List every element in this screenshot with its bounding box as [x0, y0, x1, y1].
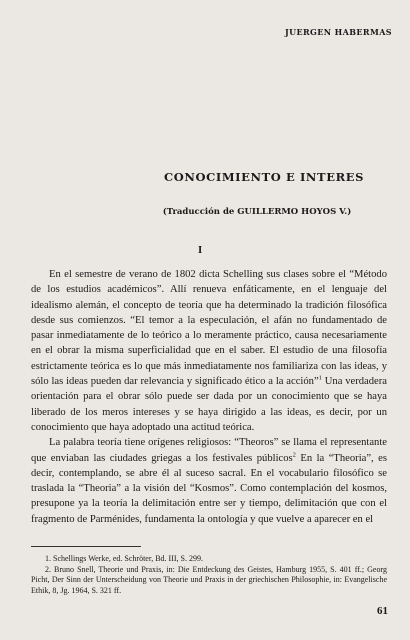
body-text [31, 267, 387, 527]
footnote-2: 2. Bruno Snell, Theorie und Praxis, in: Die Entdeckung des Geistes, Hamburg 1955, S. 401 ff.; Georg Picht, Der Sinn der Unterscheidung von Theorie und Praxis in der griechischen Philosophie, in: Evangelische Ethik, 8, Jg. 1964, S. 321 ff. [31, 564, 387, 595]
paragraph-1-tail-text: Una verdadera orientación para el obrar sólo puede ser dada por un conocimiento que se haya liberado de los meros intereses y se haya dirigido a las ideas, es decir, por un conocimiento que haya adoptado una actitud teórica. [31, 376, 387, 433]
section-number: I [198, 246, 203, 256]
paragraph-2 [31, 435, 387, 527]
footnote-ref-2: 2 [292, 451, 296, 459]
paragraph-1 [31, 267, 387, 435]
footnotes [31, 554, 387, 596]
footnote-ref-1: 1 [318, 374, 322, 382]
article-title: CONOCIMIENTO E INTERES [163, 170, 364, 184]
paragraph-2-mid: En la “Theoria”, es decir, contemplando, se abre él al suceso sacral. [31, 452, 387, 479]
page-number: 61 [377, 605, 388, 617]
footnote-rule [31, 546, 141, 547]
paragraph-2-text: La palabra teoría tiene orígenes religiosos: “Theoros” se llama el representante que enviaban las ciudades griegas a los festivales públicos [31, 437, 387, 464]
running-head: JUERGEN HABERMAS [284, 27, 392, 37]
translation-credit: (Traducción de GUILLERMO HOYOS V.) [162, 207, 352, 217]
paragraph-2-end: En el vocabulario filosófico se traslada la “Theoria” a la visión del “Kosmos”. Como contemplación del kosmos, presupone ya la teoría la delimitación entre ser y tiempo, delimitación que con el fragmento de Parménides, fundamenta la ontología y que vuelve a aparecer en el [31, 467, 387, 525]
footnote-1: 1. Schellings Werke, ed. Schröter, Bd. III, S. 299. [45, 554, 203, 563]
paragraph-1-text: En el semestre de verano de 1802 dicta Schelling sus clases sobre el “Método de los estudios académicos”. Allí renueva enfáticamente, en el lenguaje del idealismo alemán, el concepto de teoría que ha determinado la tradición filosófica desde sus comienzos. “El temor a la especulación, el afán no fundamentado de pasar inmediatamente de lo teórico a lo meramente práctico, causa necesariamente en el obrar la misma superficialidad que en el saber. El estudio de una filosofía estrictamente teórica es lo que más inmediatamente nos familiariza con las ideas, y sólo las ideas pueden dar relevancia y significado ético a la acción” [31, 269, 387, 388]
